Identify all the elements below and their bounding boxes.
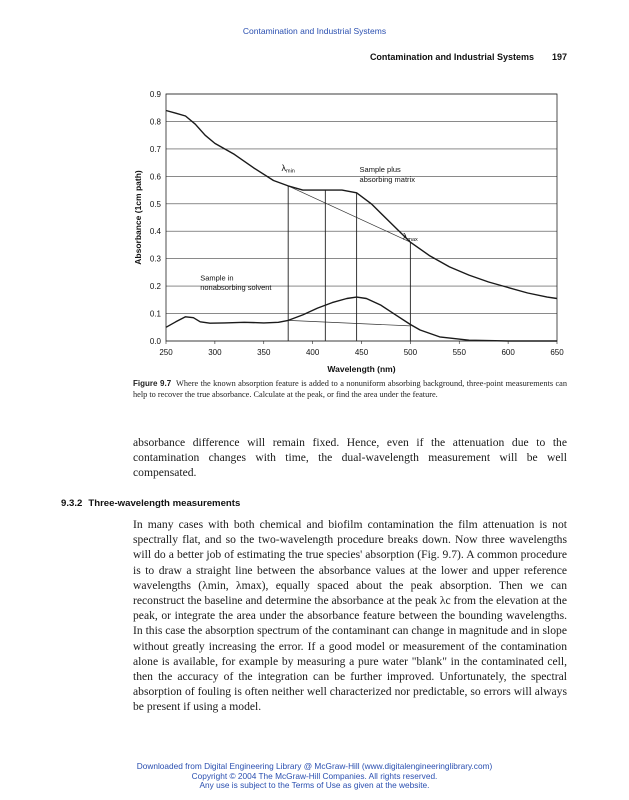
x-tick-label: 250: [159, 348, 173, 357]
y-tick-label: 0.2: [149, 282, 161, 292]
annotation-label: Sample plus: [359, 165, 401, 175]
y-tick-label: 0.9: [149, 90, 161, 99]
section-title: Three-wavelength measurements: [88, 498, 241, 509]
y-tick-label: 0.1: [149, 309, 161, 319]
series-line-1: [166, 297, 557, 341]
page-number: 197: [551, 52, 567, 62]
x-tick-label: 500: [403, 348, 418, 357]
annotation-label: Sample in: [200, 273, 234, 283]
x-tick-label: 350: [257, 348, 271, 357]
y-tick-label: 0.6: [149, 172, 161, 182]
y-tick-label: 0.5: [149, 199, 161, 209]
figure-caption-text: Where the known absorption feature is added to a nonuniform absorbing background, three-point measurements can help to recover the true absorbance. Calculate at the peak, or find the area under the feature.: [133, 379, 567, 399]
body-paragraph-2: In many cases with both chemical and biofilm contamination the film attenuation is not spectrally flat, and so the two-wavelength procedure breaks down. Now three wavelengths will do a better job of estimating the true species' absorption (Fig. 9.7). A common procedure is to draw a straight line between the absorbance values at the lower and upper reference wavelengths (λmin, λmax), equally spaced about the peak absorption. Then we can reconstruct the baseline and determine the absorbance at the peak λc from the elevation at the peak, or integrate the area under the absorbance feature between the bounding wavelengths. In this case the absorption spectrum of the contaminant can change in magnitude and in slope without greatly increasing the error. If a good model or measurement of the contamination alone is available, for example by measuring a pure water "blank" in the contaminated cell, then the accuracy of the integration can be further improved. Unfortunately, the spectral absorption of fouling is often neither well characterized nor predictable, so errors will always be present if using a model.: [133, 518, 567, 714]
annotation-label: nonabsorbing solvent: [200, 283, 272, 293]
footer-line-1: Downloaded from Digital Engineering Library @ McGraw-Hill (www.digitalengineeringlibrary.com): [136, 761, 493, 771]
y-tick-label: 0.8: [149, 117, 161, 127]
x-tick-label: 600: [501, 348, 515, 357]
y-axis-label: Absorbance (1cm path): [133, 170, 143, 265]
lambda-label: λmax: [402, 231, 418, 243]
footer-line-2: Copyright © 2004 The McGraw-Hill Companies. All rights reserved.: [191, 770, 438, 781]
series-line-0: [166, 111, 557, 299]
y-tick-label: 0.3: [149, 254, 161, 264]
footer-line-3: Any use is subject to the Terms of Use as given at the website.: [199, 780, 430, 791]
book-title: Contamination and Industrial Systems: [242, 26, 387, 36]
x-tick-label: 400: [305, 348, 320, 357]
annotation-label: absorbing matrix: [359, 174, 415, 184]
figure-caption: [133, 379, 567, 400]
x-axis-label: Wavelength (nm): [327, 364, 396, 374]
section-heading: [61, 498, 240, 509]
y-tick-label: 0.4: [149, 227, 161, 237]
y-tick-label: 0.7: [149, 144, 161, 154]
chart-annotations: [200, 163, 418, 292]
baseline-line: [288, 320, 410, 326]
lambda-label: λmin: [281, 162, 295, 175]
baseline-line: [288, 186, 410, 242]
running-head: [370, 52, 567, 62]
x-tick-label: 450: [354, 348, 369, 357]
chart-series: [166, 111, 557, 342]
figure-label: Figure 9.7: [133, 379, 172, 388]
x-tick-label: 650: [550, 348, 564, 357]
absorbance-chart: [128, 84, 568, 380]
chart-vertical-markers: [288, 186, 410, 341]
x-tick-labels: [159, 341, 564, 357]
y-tick-label: 0.0: [149, 337, 161, 346]
footer: [0, 762, 629, 791]
body-paragraph-1: absorbance difference will remain fixed. Hence, even if the attenuation due to the contamination changes with time, the dual-wavelength measurement will be well compensated.: [133, 436, 567, 480]
section-number: 9.3.2: [61, 498, 83, 509]
x-tick-label: 550: [452, 348, 466, 357]
running-title: Contamination and Industrial Systems: [369, 52, 534, 62]
y-tick-labels: [150, 90, 162, 346]
x-tick-label: 300: [208, 348, 222, 357]
plot-frame: [166, 94, 557, 341]
chart-baselines: [288, 186, 410, 326]
chart-gridlines: [166, 94, 557, 341]
